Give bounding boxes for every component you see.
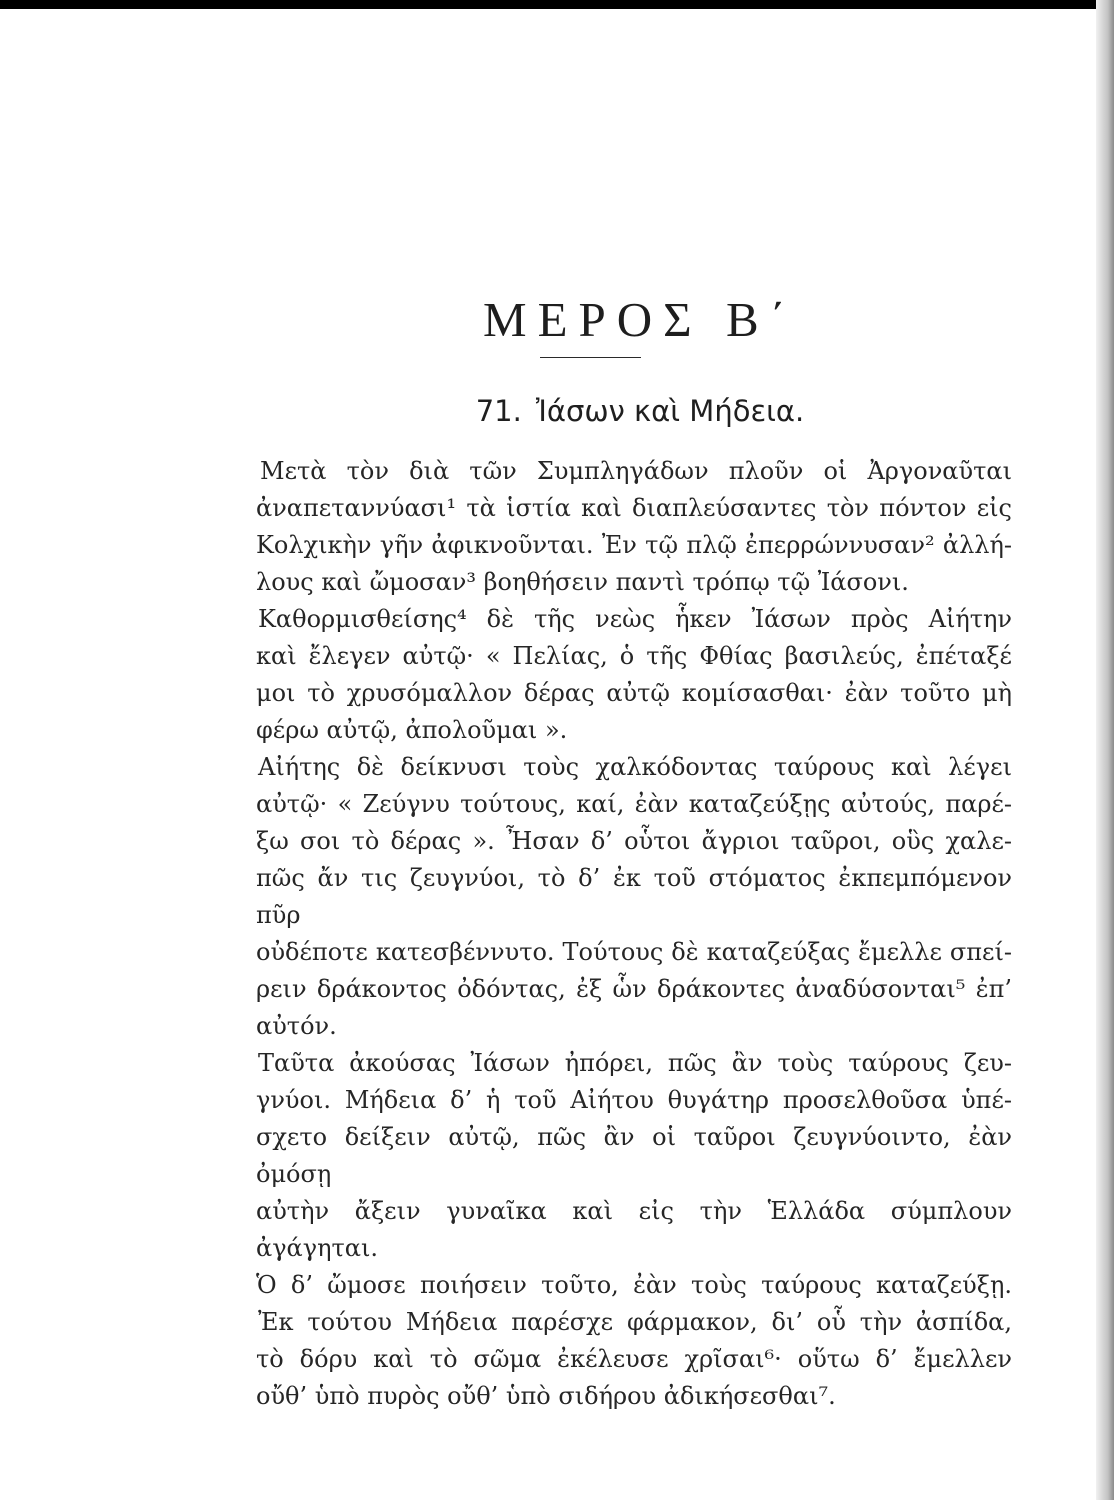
text-line: ξω σοι τὸ δέρας ». Ἦσαν δ’ οὗτοι ἄγριοι ταῦροι, οὓς χαλε- xyxy=(256,827,1012,855)
text-line: Ταῦτα ἀκούσας Ἰάσων ἠπόρει, πῶς ἂν τοὺς ταύρους ζευ- xyxy=(258,1049,1012,1077)
chapter-title: Ἰάσων καὶ Μήδεια. xyxy=(535,394,805,428)
text-line: καὶ ἔλεγεν αὐτῷ· « Πελίας, ὁ τῆς Φθίας βασιλεύς, ἐπέταξέ xyxy=(256,642,1012,670)
text-line: σχετο δείξειν αὐτῷ, πῶς ἂν οἱ ταῦροι ζευγνύοιντο, ἐὰν ὀμόσῃ xyxy=(256,1123,1012,1188)
text-line: ἀναπεταννύασι¹ τὰ ἱστία καὶ διαπλεύσαντες τὸν πόντον εἰς xyxy=(256,494,1012,522)
paragraph-3 xyxy=(256,749,1012,1045)
paragraph-2 xyxy=(256,601,1012,749)
chapter-number: 71. xyxy=(475,394,522,428)
text-line: Ἐκ τούτου Μήδεια παρέσχε φάρμακον, δι’ οὗ τὴν ἀσπίδα, xyxy=(258,1308,1012,1336)
text-line: ρειν δράκοντος ὀδόντας, ἐξ ὧν δράκοντες ἀναδύσονται⁵ ἐπ’ xyxy=(256,975,1012,1003)
title-rule xyxy=(540,357,641,358)
text-line: πῶς ἄν τις ζευγνύοι, τὸ δ’ ἐκ τοῦ στόματος ἐκπεμπόμενον πῦρ xyxy=(256,864,1012,929)
text-line: Αἰήτης δὲ δείκνυσι τοὺς χαλκόδοντας ταύρους καὶ λέγει xyxy=(258,753,1012,781)
book-edge xyxy=(1096,0,1114,1500)
text-line: λους καὶ ὤμοσαν³ βοηθήσειν παντὶ τρόπῳ τῷ Ἰάσονι. xyxy=(256,568,909,596)
text-line: αὐτόν. xyxy=(256,1012,337,1040)
text-line: Μετὰ τὸν διὰ τῶν Συμπληγάδων πλοῦν οἱ Ἀργοναῦται xyxy=(260,457,1012,485)
text-line: οὔθ’ ὑπὸ πυρὸς οὔθ’ ὑπὸ σιδήρου ἀδικήσεσθαι⁷. xyxy=(256,1382,836,1410)
text-line: μοι τὸ χρυσόμαλλον δέρας αὐτῷ κομίσασθαι· ἐὰν τοῦτο μὴ xyxy=(256,679,1012,707)
text-line: φέρω αὐτῷ, ἀπολοῦμαι ». xyxy=(256,716,568,744)
paragraph-4 xyxy=(256,1045,1012,1304)
paragraph-5 xyxy=(256,1304,1012,1415)
text-line: Καθορμισθείσης⁴ δὲ τῆς νεὼς ἧκεν Ἰάσων πρὸς Αἰήτην xyxy=(258,605,1012,633)
text-line: γνύοι. Μήδεια δ’ ἡ τοῦ Αἰήτου θυγάτηρ προσελθοῦσα ὑπέ- xyxy=(256,1086,1012,1114)
text-line: Κολχικὴν γῆν ἀφικνοῦνται. Ἐν τῷ πλῷ ἐπερρώννυσαν² ἀλλή- xyxy=(256,531,1012,559)
part-title: ΜΕΡΟΣ Β΄ xyxy=(483,292,797,347)
paragraph-1 xyxy=(256,453,1012,601)
chapter-heading xyxy=(256,391,1024,431)
text-line: τὸ δόρυ καὶ τὸ σῶμα ἐκέλευσε χρῖσαι⁶· οὕτω δ’ ἔμελλεν xyxy=(256,1345,1012,1373)
text-line: Ὁ δ’ ὤμοσε ποιήσειν τοῦτο, ἐὰν τοὺς ταύρους καταζεύξῃ. xyxy=(256,1271,1012,1299)
text-line: αὐτὴν ἄξειν γυναῖκα καὶ εἰς τὴν Ἑλλάδα σύμπλουν ἀγάγηται. xyxy=(256,1197,1012,1262)
text-line: οὐδέποτε κατεσβέννυτο. Τούτους δὲ καταζεύξας ἔμελλε σπεί- xyxy=(256,938,1012,966)
book-page xyxy=(256,0,1024,1500)
text-line: αὐτῷ· « Ζεύγνυ τούτους, καί, ἐὰν καταζεύξῃς αὐτούς, παρέ- xyxy=(256,790,1012,818)
body-text xyxy=(256,453,1012,1415)
